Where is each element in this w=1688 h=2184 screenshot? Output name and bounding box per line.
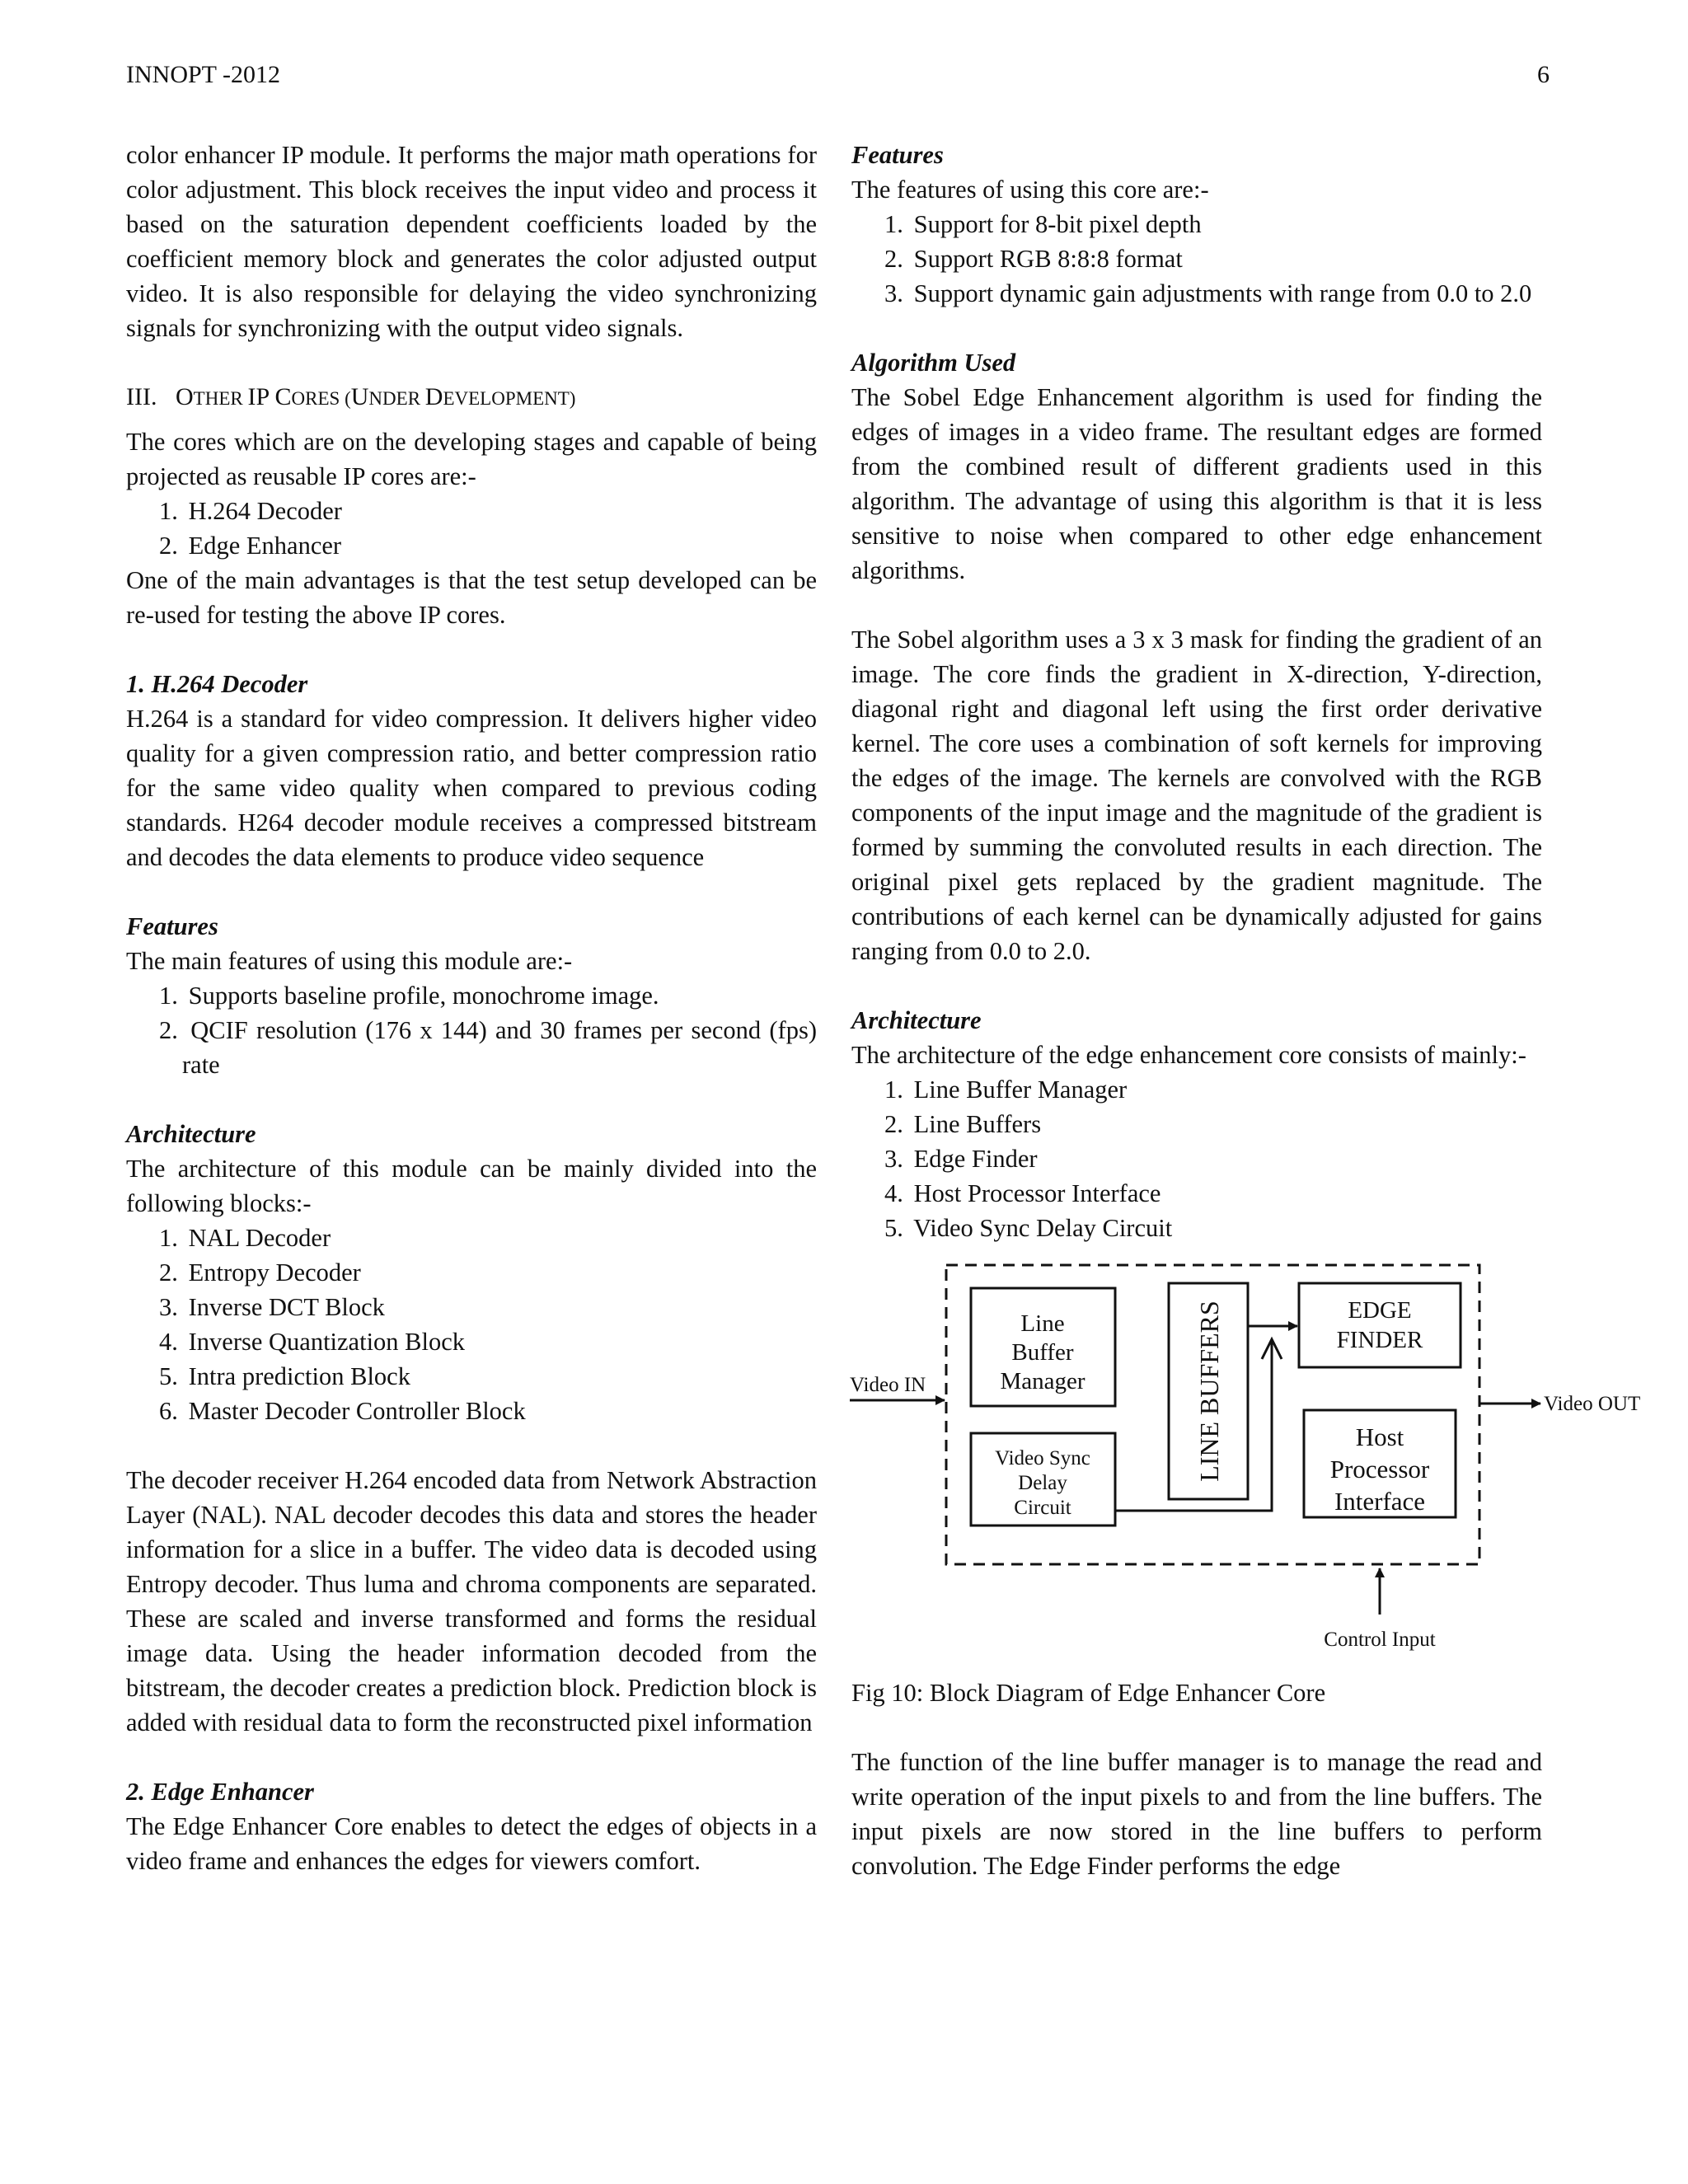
block-diagram: [850, 1255, 1674, 1675]
list-item: 1. Supports baseline profile, monochrome image.: [159, 982, 659, 1010]
closing-paragraph: The function of the line buffer manager is to manage the read and write operation of the input pixels to and from the line buffers. The input pixels are now stored in the line buffers to perform convolution. The Edge Finder performs the edge: [851, 1748, 1542, 1880]
lbm-text-2: Buffer: [1011, 1339, 1074, 1366]
decoder-paragraph: The decoder receiver H.264 encoded data from Network Abstraction Layer (NAL). NAL decoder decodes this data and stores the header information for a slice in a buffer. The video data is decoded using Entropy decoder. Thus luma and chroma components are separated. These are scaled and inverse transformed and forms the residual image data. Using the header information decoded from the bitstream, the decoder creates a prediction block. Prediction block is added with residual data to form the reconstructed pixel information: [126, 1466, 817, 1736]
algorithm-paragraph-1: The Sobel Edge Enhancement algorithm is used for finding the edges of images in a video frame. The resultant edges are formed from the combined result of different gradients used in this algorithm. The advantage of using this algorithm is that it is less sensitive to noise when compared to other edge enhancement algorithms.: [851, 383, 1542, 584]
algorithm-paragraph-2: The Sobel algorithm uses a 3 x 3 mask for finding the gradient of an image. The core finds the gradient in X-direction, Y-direction, diagonal right and diagonal left using the first order derivative kernel. The core uses a combination of soft kernels for improving the edges of the image. The kernels are convolved with the RGB components of the input image and the magnitude of the gradient is formed by summing the convoluted results in each direction. The original pixel gets replaced by the gradient magnitude. The contributions of each kernel can be dynamically adjusted for gains ranging from 0.0 to 2.0.: [851, 626, 1542, 965]
list-item-text: QCIF resolution (176 x 144) and 30 frames per second (fps) rate: [182, 1016, 817, 1079]
edge-features-list: [851, 207, 1542, 311]
list-item: 5. Video Sync Delay Circuit: [884, 1214, 1173, 1242]
edge-paragraph: The Edge Enhancer Core enables to detect the edges of objects in a video frame and enhances the edges for viewers comfort.: [126, 1812, 817, 1875]
list-item: 2. Edge Enhancer: [159, 532, 342, 560]
host-text-2: Processor: [1329, 1455, 1430, 1483]
list-item-text: Host Processor Interface: [913, 1179, 1161, 1207]
edge-finder-text-2: FINDER: [1336, 1327, 1423, 1353]
section-title-part: EVELOPMENT): [443, 388, 576, 409]
edge-title: 2. Edge Enhancer: [126, 1778, 314, 1806]
list-item-text: Edge Enhancer: [188, 532, 342, 560]
list-item-text: Supports baseline profile, monochrome image.: [188, 982, 659, 1010]
edge-architecture-heading: Architecture: [851, 1006, 982, 1034]
list-item: 5. Intra prediction Block: [159, 1362, 410, 1390]
list-item-text: Support dynamic gain adjustments with range from 0.0 to 2.0: [913, 279, 1532, 307]
list-item-text: H.264 Decoder: [188, 497, 342, 525]
list-item-text: Entropy Decoder: [188, 1258, 361, 1286]
list-item-text: Inverse DCT Block: [188, 1293, 385, 1321]
list-item-text: Master Decoder Controller Block: [188, 1397, 526, 1425]
line-buffers-text: LINE BUFFERS: [1194, 1301, 1224, 1482]
list-item-text: Support RGB 8:8:8 format: [913, 245, 1183, 273]
list-item: 6. Master Decoder Controller Block: [159, 1397, 526, 1425]
algorithm-heading: Algorithm Used: [851, 349, 1016, 377]
edge-architecture-list: [851, 1072, 1542, 1245]
cores-list: [126, 494, 817, 563]
list-item: 4. Inverse Quantization Block: [159, 1328, 466, 1356]
video-in-label: Video IN: [850, 1374, 926, 1396]
host-text-3: Interface: [1334, 1487, 1426, 1516]
figure-caption: Fig 10: Block Diagram of Edge Enhancer Core: [851, 1679, 1326, 1707]
h264-architecture-heading: Architecture: [126, 1120, 256, 1148]
h264-architecture-intro: The architecture of this module can be mainly divided into the following blocks:-: [126, 1155, 817, 1217]
section-intro: The cores which are on the developing stages and capable of being projected as reusable IP cores are:-: [126, 428, 817, 490]
list-item-text: Edge Finder: [913, 1145, 1038, 1173]
section-title-part: NDER: [368, 388, 425, 409]
page-number: 6: [1537, 61, 1550, 88]
lbm-text-3: Manager: [1000, 1368, 1085, 1394]
list-item: 1. NAL Decoder: [159, 1224, 331, 1252]
list-item: 3. Inverse DCT Block: [159, 1293, 385, 1321]
right-column: [850, 138, 1641, 1883]
section-title-part: U: [350, 383, 369, 410]
list-item-text: Intra prediction Block: [188, 1362, 410, 1390]
list-item: 1. Line Buffer Manager: [884, 1076, 1128, 1104]
edge-architecture-intro: The architecture of the edge enhancement core consists of mainly:-: [851, 1041, 1526, 1069]
h264-features-intro: The main features of using this module are:-: [126, 947, 573, 975]
section-title-part: THER: [193, 388, 248, 409]
section-title-part: O: [175, 383, 194, 410]
h264-blocks-list: [126, 1221, 817, 1428]
list-item: 2. QCIF resolution (176 x 144) and 30 frames per second (fps) rate: [159, 1016, 817, 1079]
list-item: 2. Support RGB 8:8:8 format: [884, 245, 1183, 273]
left-column: [126, 138, 817, 1878]
edge-features-heading: Features: [851, 141, 944, 169]
h264-title: 1. H.264 Decoder: [126, 670, 308, 698]
vsd-text-1: Video Sync: [995, 1447, 1090, 1469]
h264-paragraph: H.264 is a standard for video compression. It delivers higher video quality for a given compression ratio, and better compression ratio for the same video quality when compared to previous coding standards. H264 decoder module receives a compressed bitstream and decodes the data elements to produce video sequence: [126, 705, 817, 871]
control-input-label: Control Input: [1324, 1629, 1436, 1651]
list-item: 4. Host Processor Interface: [884, 1179, 1161, 1207]
intro-paragraph: color enhancer IP module. It performs the major math operations for color adjustment. This block receives the input video and process it based on the saturation dependent coefficients loaded by the coefficient memory block and generates the color adjusted output video. It is also responsible for delaying the video synchronizing signals for synchronizing with the output video signals.: [126, 141, 817, 342]
vsd-text-3: Circuit: [1014, 1497, 1071, 1519]
block-diagram-figure: [850, 1255, 1674, 1675]
section-title-part: D: [424, 383, 443, 410]
section-number: III.: [126, 383, 157, 410]
h264-features-heading: Features: [126, 912, 218, 940]
list-item: 2. Entropy Decoder: [159, 1258, 361, 1286]
section-title-part: ORES (: [291, 388, 351, 409]
list-item-text: Line Buffer Manager: [913, 1076, 1128, 1104]
list-item: 1. Support for 8-bit pixel depth: [884, 210, 1202, 238]
list-item: 1. H.264 Decoder: [159, 497, 342, 525]
list-item: 3. Support dynamic gain adjustments with range from 0.0 to 2.0: [884, 279, 1532, 307]
running-header-left: INNOPT -2012: [126, 61, 280, 88]
list-item-text: Video Sync Delay Circuit: [913, 1214, 1173, 1242]
list-item: 2. Line Buffers: [884, 1110, 1042, 1138]
h264-features-list: [126, 978, 817, 1082]
edge-features-intro: The features of using this core are:-: [851, 176, 1209, 204]
list-item-text: Support for 8-bit pixel depth: [913, 210, 1202, 238]
video-out-label: Video OUT: [1544, 1393, 1641, 1415]
list-item: 3. Edge Finder: [884, 1145, 1038, 1173]
section-heading: [126, 380, 817, 416]
edge-finder-block: [1299, 1283, 1461, 1367]
edge-finder-text-1: EDGE: [1348, 1297, 1412, 1324]
list-item-text: NAL Decoder: [188, 1224, 331, 1252]
host-text-1: Host: [1355, 1422, 1404, 1451]
vsd-text-2: Delay: [1018, 1472, 1067, 1494]
list-item-text: Inverse Quantization Block: [188, 1328, 466, 1356]
cores-after-paragraph: One of the main advantages is that the test setup developed can be re-used for testing the above IP cores.: [126, 566, 817, 629]
list-item-text: Line Buffers: [913, 1110, 1042, 1138]
section-title-part: IP C: [247, 383, 292, 410]
lbm-text-1: Line: [1020, 1310, 1065, 1337]
